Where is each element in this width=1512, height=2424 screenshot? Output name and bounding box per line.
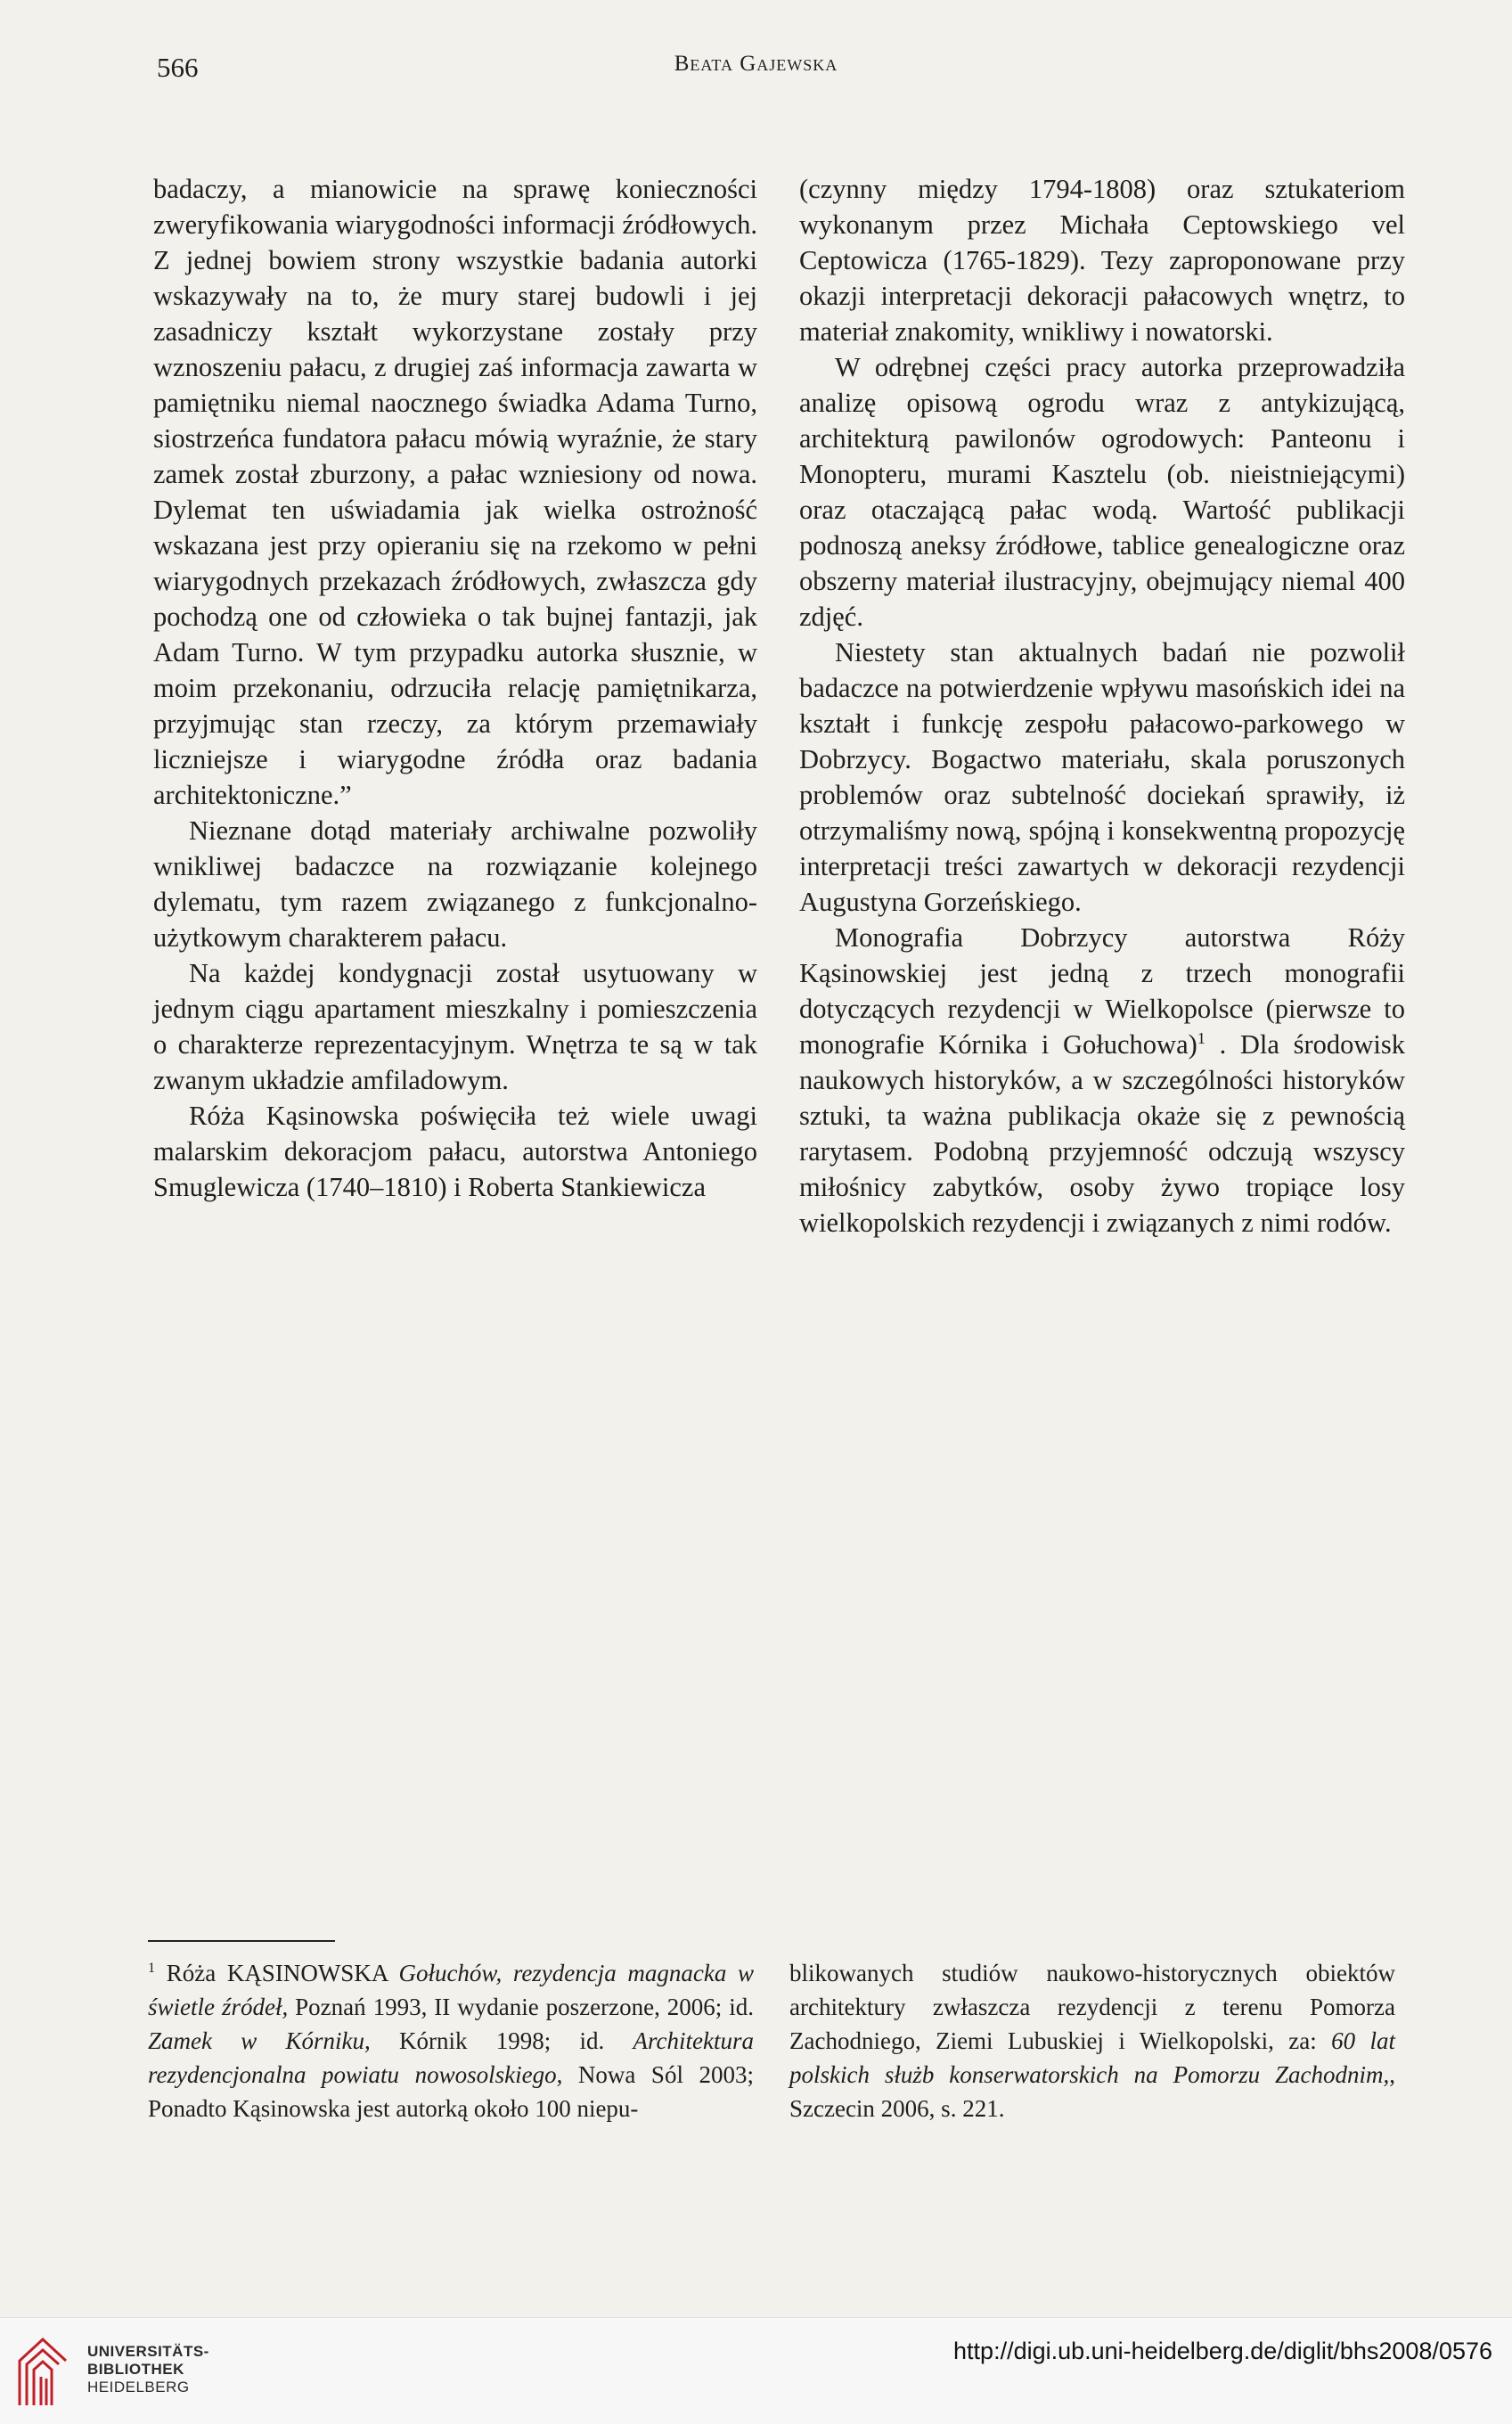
footnote-marker: 1 bbox=[148, 1960, 156, 1976]
paragraph: Nieznane dotąd materiały archiwalne pozwoliły wnikliwej badaczce na rozwiązanie kolejnego dylematu, tym razem związanego z funkcjonalno-użytkowym charakterem pałacu. bbox=[153, 815, 757, 953]
footnote-title: Zamek w Kórniku, bbox=[148, 2027, 371, 2054]
footnote-segment: , Szczecin 2006, s. 221. bbox=[789, 2061, 1395, 2122]
footnote-title: Architektura rezydencjonalna powiatu nowosolskiego, bbox=[148, 2027, 754, 2088]
footer-bar bbox=[0, 2317, 1512, 2424]
footnote-left bbox=[148, 1956, 754, 2125]
footnote-ref[interactable]: 1 bbox=[1197, 1028, 1206, 1047]
left-column bbox=[153, 171, 757, 1205]
footnote-title: 60 lat polskich służb konserwatorskich na Pomorzu Zachodnim, bbox=[789, 2027, 1395, 2088]
running-head: Beata Gajewska bbox=[674, 52, 838, 76]
footnote-segment: Poznań 1993, II wydanie poszerzone, 2006; id. bbox=[288, 1994, 754, 2020]
paragraph: W odrębnej części pracy autorka przeprowadziła analizę opisową ogrodu wraz z antykizującą, architekturą pawilonów ogrodowych: Panteonu i Monopteru, murami Kasztelu (ob. nieistniejącymi) oraz otaczającą pałac wodą. Wartość publikacji podnoszą aneksy źródłowe, tablice genealogiczne oraz obszerny materiał ilustracyjny, obejmujący niemal 400 zdjęć. bbox=[799, 352, 1405, 632]
footnote-segment: Nowa Sól 2003; Ponadto Kąsinowska jest autorką około 100 niepu- bbox=[148, 2061, 754, 2122]
footnote-segment: blikowanych studiów naukowo-historycznych obiektów architektury zwłaszcza rezydencji z terenu Pomorza Zachodniego, Ziemi Lubuskiej i Wielkopolski, za: bbox=[789, 1960, 1395, 2054]
footnote-right bbox=[789, 1956, 1395, 2125]
paragraph: Róża Kąsinowska poświęciła też wiele uwagi malarskim dekoracjom pałacu, autorstwa Antoniego Smuglewicza (1740–1810) i Roberta Stankiewicza bbox=[153, 1101, 757, 1202]
footnote-title: Gołuchów, rezydencja magnacka w świetle źródeł, bbox=[148, 1960, 754, 2020]
paragraph: badaczy, a mianowicie na sprawę konieczności zweryfikowania wiarygodności informacji źródłowych. Z jednej bowiem strony wszystkie badania autorki wskazywały na to, że mury starej budowli i jej zasadniczy kształt wykorzystane zostały przy wznoszeniu pałacu, z drugiej zaś informacja zawarta w pamiętniku niemal naocznego świadka Adama Turno, siostrzeńca fundatora pałacu mówią wyraźnie, że stary zamek został zburzony, a pałac wzniesiony od nowa. Dylemat ten uświadamia jak wielka ostrożność wskazana jest przy opieraniu się na rzekomo w pełni wiarygodnych przekazach źródłowych, zwłaszcza gdy pochodzą one od człowieka o tak bujnej fantazji, jak Adam Turno. W tym przypadku autorka słusznie, w moim przekonaniu, odrzuciła relację pamiętnikarza, przyjmując stan rzeczy, za którym przemawiały liczniejsze i wiarygodne źródła oraz badania architektoniczne.” bbox=[153, 174, 757, 810]
paragraph: Na każdej kondygnacji został usytuowany w jednym ciągu apartament mieszkalny i pomieszczenia o charakterze reprezentacyjnym. Wnętrza te są w tak zwanym układzie amfiladowym. bbox=[153, 958, 757, 1095]
paragraph bbox=[799, 920, 1405, 1241]
library-name bbox=[87, 2343, 209, 2396]
footnote-segment: Kórnik 1998; id. bbox=[370, 2027, 633, 2054]
footnote-text bbox=[789, 1956, 1395, 2125]
paragraph-text: Monografia Dobrzycy autorstwa Róży Kąsinowskiej jest jedną z trzech monografii dotyczących rezydencji w Wielkopolsce (pierwsze to monografie Kórnika i Gołuchowa) bbox=[799, 922, 1405, 1060]
library-name-line: BIBLIOTHEK bbox=[87, 2361, 184, 2378]
library-name-line: UNIVERSITÄTS- bbox=[87, 2343, 209, 2360]
paragraph: (czynny między 1794-1808) oraz sztukateriom wykonanym przez Michała Ceptowskiego vel Ceptowicza (1765-1829). Tezy zaproponowane przy okazji interpretacji dekoracji pałacowych wnętrz, to materiał znakomity, wnikliwy i nowatorski. bbox=[799, 174, 1405, 347]
footnote-divider bbox=[148, 1940, 335, 1942]
library-name-line: HEIDELBERG bbox=[87, 2379, 190, 2395]
page-number: 566 bbox=[157, 52, 199, 83]
library-logo-icon bbox=[16, 2334, 69, 2409]
footnote-text bbox=[148, 1956, 754, 2125]
page-header bbox=[0, 52, 1512, 87]
footnote-segment: Róża KĄSINOWSKA bbox=[155, 1960, 399, 1986]
paragraph: Niestety stan aktualnych badań nie pozwolił badaczce na potwierdzenie wpływu masońskich idei na kształt i funkcję zespołu pałacowo-parkowego w Dobrzycy. Bogactwo materiału, skala poruszonych problemów oraz subtelność dociekań sprawiły, iż otrzymaliśmy nową, spójną i konsekwentną propozycję interpretacji treści zawartych w dekoracji rezydencji Augustyna Gorzeńskiego. bbox=[799, 637, 1405, 917]
source-url-link[interactable]: http://digi.ub.uni-heidelberg.de/diglit/bhs2008/0576 bbox=[953, 2338, 1492, 2364]
right-column bbox=[799, 171, 1405, 1241]
paragraph-text: . Dla środowisk naukowych historyków, a w szczególności historyków sztuki, ta ważna publikacja okaże się z pewnością rarytasem. Podobną przyjemność odczują wszyscy miłośnicy zabytków, osoby żywo tropiące losy wielkopolskich rezydencji i związanych z nimi rodów. bbox=[799, 1029, 1405, 1238]
